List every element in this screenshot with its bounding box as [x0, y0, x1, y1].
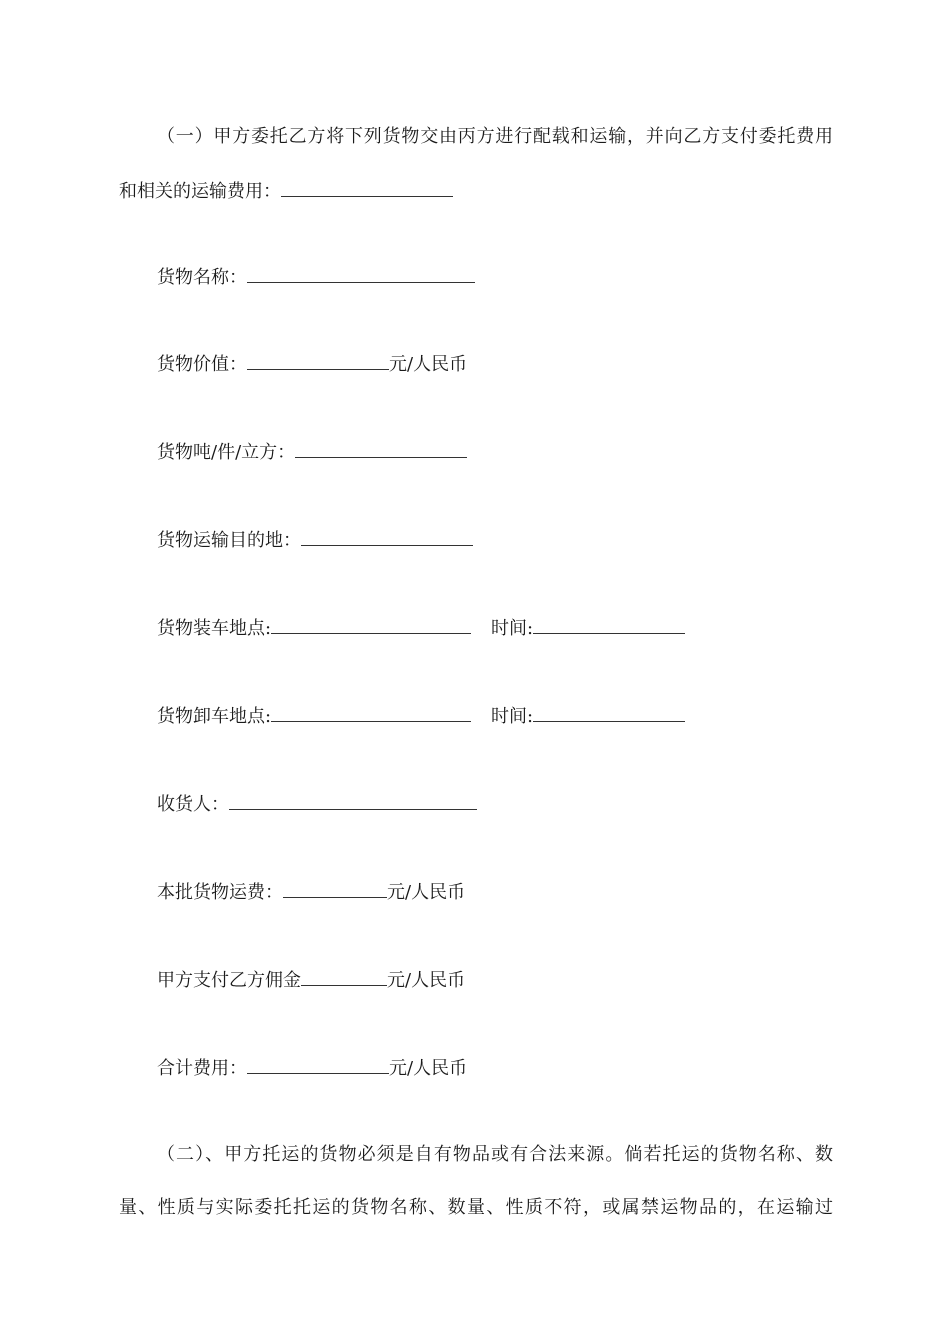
consignee-label: 收货人： [157, 794, 229, 815]
unloading-place-label: 货物卸车地点: [157, 706, 272, 727]
freight-unit: 元/人民币 [387, 882, 466, 903]
commission-row [157, 967, 465, 991]
commission-unit: 元/人民币 [387, 970, 466, 991]
loading-time-blank[interactable] [533, 615, 685, 634]
total-unit: 元/人民币 [389, 1058, 468, 1079]
loading-time-label: 时间: [491, 618, 534, 639]
consignee-row [157, 791, 477, 815]
total-row [157, 1055, 467, 1079]
goods-quantity-blank[interactable] [295, 439, 467, 458]
freight-blank[interactable] [283, 879, 387, 898]
section1-text-line1: （一）甲方委托乙方将下列货物交由丙方进行配载和运输，并向乙方支付委托费用 [157, 126, 833, 147]
destination-row [157, 527, 473, 551]
goods-name-label: 货物名称： [157, 267, 247, 288]
unloading-row [157, 703, 471, 727]
goods-value-label: 货物价值： [157, 354, 247, 375]
freight-row [157, 879, 465, 903]
section1-line2 [119, 178, 453, 202]
section2-text-line2: 量、性质与实际委托托运的货物名称、数量、性质不符，或属禁运物品的，在运输过 [119, 1197, 833, 1218]
unloading-time-blank[interactable] [533, 703, 685, 722]
goods-value-blank[interactable] [247, 351, 389, 370]
total-label: 合计费用： [157, 1058, 247, 1079]
goods-name-blank[interactable] [247, 264, 475, 283]
loading-time-row [491, 615, 685, 639]
loading-place-blank[interactable] [271, 615, 471, 634]
commission-label: 甲方支付乙方佣金 [157, 970, 301, 991]
section1-text-line2: 和相关的运输费用： [119, 181, 281, 202]
unloading-time-row [491, 703, 685, 727]
destination-label: 货物运输目的地： [157, 530, 301, 551]
fee-blank[interactable] [281, 178, 453, 197]
consignee-blank[interactable] [229, 791, 477, 810]
unloading-time-label: 时间: [491, 706, 534, 727]
section1-line1 [157, 125, 833, 149]
loading-row [157, 615, 471, 639]
destination-blank[interactable] [301, 527, 473, 546]
goods-value-unit: 元/人民币 [389, 354, 468, 375]
goods-value-row [157, 351, 467, 375]
freight-label: 本批货物运费： [157, 882, 283, 903]
unloading-place-blank[interactable] [271, 703, 471, 722]
goods-name-row [157, 264, 475, 288]
section2-line1 [157, 1143, 833, 1167]
section2-text-line1: （二）、甲方托运的货物必须是自有物品或有合法来源。倘若托运的货物名称、数 [157, 1144, 833, 1165]
commission-blank[interactable] [301, 967, 387, 986]
goods-quantity-row [157, 439, 467, 463]
loading-place-label: 货物装车地点: [157, 618, 272, 639]
total-blank[interactable] [247, 1055, 389, 1074]
section2-line2 [119, 1196, 833, 1220]
goods-quantity-label: 货物吨/件/立方： [157, 442, 296, 463]
